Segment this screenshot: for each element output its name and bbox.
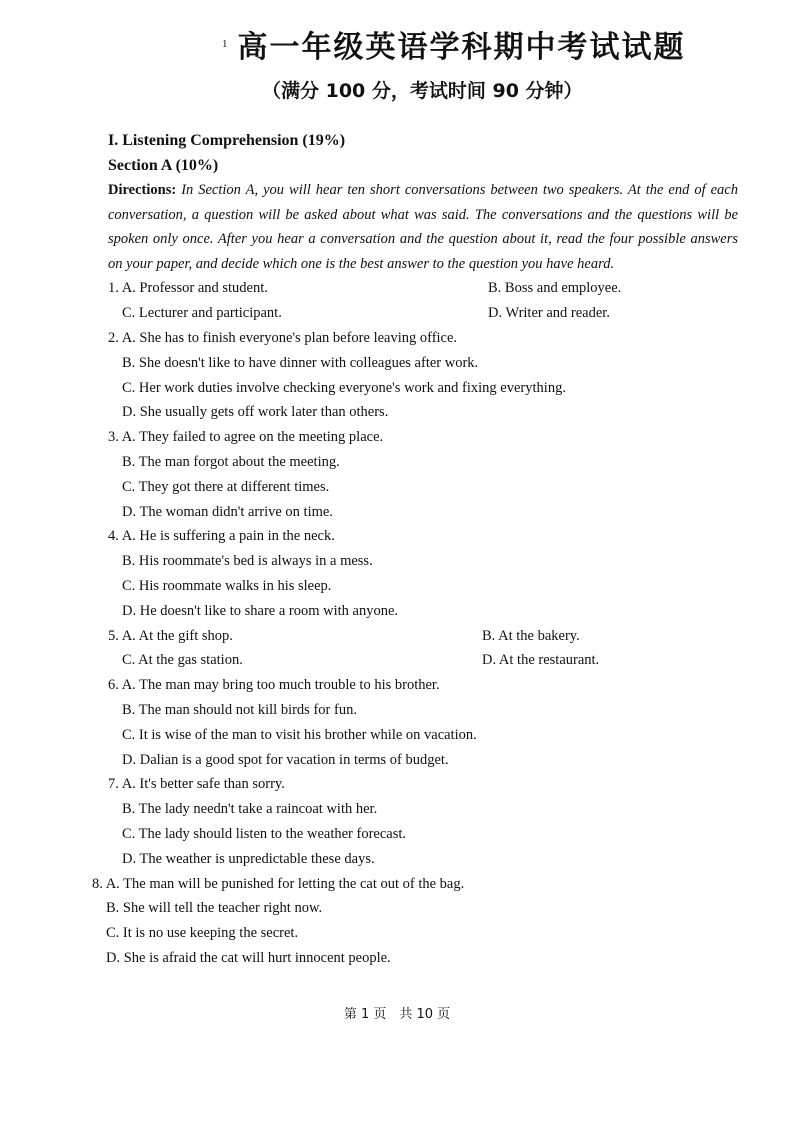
section-title: Section A (10%) — [108, 157, 219, 174]
option-a: A. Professor and student. — [121, 280, 268, 297]
question-6 — [108, 673, 738, 772]
option-b: B. She doesn't like to have dinner with colleagues after work. — [122, 354, 479, 371]
title-row — [222, 22, 686, 66]
option-a: A. He is suffering a pain in the neck. — [121, 528, 335, 545]
option-b: B. The man forgot about the meeting. — [122, 453, 340, 470]
directions-text: In Section A, you will hear ten short conversations between two speakers. At the end of each conversation, a question will be asked about what was said. The conversations and the questions will be spoken only once. After you hear a conversation and the question about it, read the four possible answers on your paper, and decide which one is the best answer to the question you have heard. — [108, 182, 738, 272]
option-a: A. The man may bring too much trouble to his brother. — [121, 677, 440, 694]
question-8 — [92, 872, 738, 971]
margin-mark: 1 — [222, 38, 228, 50]
question-1 — [108, 276, 738, 326]
option-d: D. Dalian is a good spot for vacation in terms of budget. — [122, 751, 449, 768]
option-b: B. She will tell the teacher right now. — [106, 900, 323, 917]
option-c: C. Lecturer and participant. — [122, 305, 282, 322]
option-d: D. She is afraid the cat will hurt innocent people. — [106, 949, 391, 966]
option-d: D. At the restaurant. — [482, 652, 600, 669]
question-number: 2. — [108, 329, 119, 346]
option-d: D. The weather is unpredictable these days. — [122, 850, 375, 867]
option-c: C. His roommate walks in his sleep. — [122, 577, 332, 594]
option-a: A. They failed to agree on the meeting place. — [121, 429, 384, 446]
question-line — [108, 673, 738, 698]
option-c: C. Her work duties involve checking everyone's work and fixing everything. — [122, 379, 566, 396]
question-number: 4. — [108, 528, 119, 545]
option-c: C. They got there at different times. — [122, 478, 330, 495]
directions-label: Directions: — [108, 182, 177, 198]
option-c: C. The lady should listen to the weather forecast. — [122, 825, 407, 842]
part-title: I. Listening Comprehension (19%) — [108, 132, 346, 149]
question-row — [108, 624, 738, 649]
question-2 — [108, 326, 738, 425]
page-footer: 第 1 页 共 10 页 — [343, 1007, 451, 1022]
exam-title: 高一年级英语学科期中考试试题 — [237, 30, 686, 65]
question-row — [108, 301, 738, 326]
question-line — [108, 326, 738, 351]
option-d: D. The woman didn't arrive on time. — [122, 503, 333, 520]
option-d: D. He doesn't like to share a room with anyone. — [122, 602, 399, 619]
option-b: B. His roommate's bed is always in a mess. — [122, 553, 373, 570]
option-a: A. It's better safe than sorry. — [121, 776, 285, 793]
question-number: 1. — [108, 280, 119, 297]
option-d: D. Writer and reader. — [488, 305, 610, 322]
question-number: 5. — [108, 627, 119, 644]
question-line — [92, 872, 738, 897]
question-line — [108, 524, 738, 549]
question-number: 8. — [92, 875, 103, 892]
option-b: B. The man should not kill birds for fun. — [122, 701, 357, 718]
question-line — [108, 276, 268, 301]
directions — [108, 178, 738, 276]
option-a: A. She has to finish everyone's plan before leaving office. — [121, 329, 458, 346]
question-number: 7. — [108, 776, 119, 793]
option-d: D. She usually gets off work later than others. — [122, 404, 389, 421]
question-number: 3. — [108, 429, 119, 446]
option-c: C. It is wise of the man to visit his brother while on vacation. — [122, 726, 477, 743]
question-4 — [108, 524, 738, 623]
question-line — [108, 425, 738, 450]
question-5 — [108, 624, 738, 674]
exam-subtitle: （满分 100 分，考试时间 90 分钟） — [262, 80, 583, 102]
exam-content — [92, 128, 738, 971]
question-row — [108, 276, 738, 301]
option-a: A. The man will be punished for letting the cat out of the bag. — [105, 875, 465, 892]
option-c: C. It is no use keeping the secret. — [106, 925, 299, 942]
option-c: C. At the gas station. — [122, 652, 243, 669]
question-row — [108, 648, 738, 673]
option-a: A. At the gift shop. — [121, 627, 233, 644]
option-b: B. Boss and employee. — [488, 280, 622, 297]
option-b: B. At the bakery. — [482, 627, 580, 644]
question-number: 6. — [108, 677, 119, 694]
question-7 — [108, 772, 738, 871]
question-line — [108, 624, 233, 649]
option-b: B. The lady needn't take a raincoat with her. — [122, 801, 378, 818]
question-line — [108, 772, 738, 797]
question-3 — [108, 425, 738, 524]
